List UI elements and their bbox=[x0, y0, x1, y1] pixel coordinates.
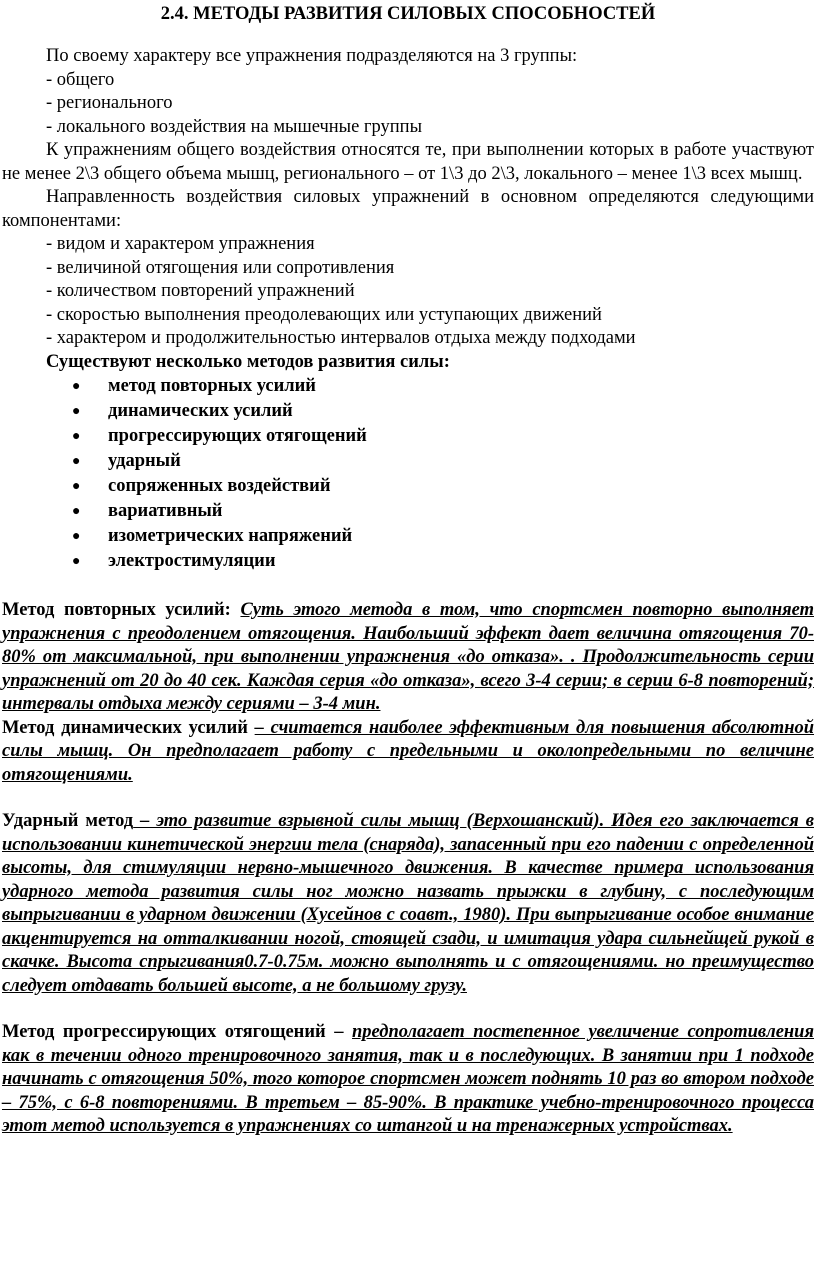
method-label: сопряженных воздействий bbox=[108, 476, 331, 496]
bullet-icon: ● bbox=[72, 479, 81, 494]
page-title: 2.4. МЕТОДЫ РАЗВИТИЯ СИЛОВЫХ СПОСОБНОСТЕЙ bbox=[160, 4, 656, 24]
method-label: вариативный bbox=[108, 501, 223, 521]
bullet-icon: ● bbox=[72, 454, 81, 469]
methods-list-item bbox=[2, 424, 814, 449]
component-item: - характером и продолжительностью интервалов отдыха между подходами bbox=[46, 328, 636, 348]
method-label: метод повторных усилий bbox=[108, 376, 316, 396]
methods-list-item bbox=[2, 399, 814, 424]
methods-heading: Существуют несколько методов развития силы: bbox=[46, 351, 450, 372]
paragraph-direction: Направленность воздействия силовых упражнений в основном определяются следующими компонентами: bbox=[2, 187, 814, 231]
method-label: динамических усилий bbox=[108, 401, 293, 421]
section-progressive-loads bbox=[2, 1021, 814, 1139]
document-page bbox=[2, 0, 814, 1139]
section-heading: Метод динамических усилий bbox=[2, 717, 255, 738]
group-item-general: - общего bbox=[46, 69, 115, 90]
method-label: изометрических напряжений bbox=[108, 526, 353, 546]
methods-list-item bbox=[2, 449, 814, 474]
method-label: прогрессирующих отягощений bbox=[108, 426, 367, 446]
paragraph-exercise-impact: К упражнениям общего воздействия относятся те, при выполнении которых в работе участвуют не менее 2\3 общего объема мышц, регионального – от 1\3 до 2\3, локального – менее 1\3 всех мышц. bbox=[2, 140, 814, 184]
methods-list-item bbox=[2, 474, 814, 499]
bullet-icon: ● bbox=[72, 554, 81, 569]
methods-list-item bbox=[2, 499, 814, 524]
bullet-icon: ● bbox=[72, 404, 81, 419]
bullet-icon: ● bbox=[72, 529, 81, 544]
methods-list-item bbox=[2, 549, 814, 574]
methods-list-item bbox=[2, 524, 814, 549]
component-item: - видом и характером упражнения bbox=[46, 234, 315, 254]
component-item: - количеством повторений упражнений bbox=[46, 281, 355, 301]
section-heading: Метод повторных усилий: bbox=[2, 600, 241, 620]
section-repeated-efforts bbox=[2, 599, 814, 717]
methods-list bbox=[2, 374, 814, 574]
group-item-local: - локального воздействия на мышечные группы bbox=[46, 116, 423, 137]
bullet-icon: ● bbox=[72, 504, 81, 519]
method-label: ударный bbox=[108, 451, 181, 471]
section-body: – это развитие взрывной силы мышц (Верхошанский). Идея его заключается в использовании кинетической энергии тела (снаряда), запасенный при его падении с определенной высоты, для стимуляции нервно-мышечного движения. В качестве примера использования ударного метода развития силы ног можно назвать прыжки в глубину, с последующим выпрыгивании в ударном движении (Хусейнов с соавт., 1980). При выпрыгивание особое внимание акцентируется на отталкивании ногой, стоящей сзади, и имитация удара сильнейщей рукой в скачке. Высота спрыгивания0.7-0.75м. можно выполнять и с отягощениями. но преимущество следует отдавать большей высоте, а не большому грузу. bbox=[2, 811, 814, 996]
section-heading: Метод прогрессирующих отягощений – bbox=[2, 1022, 353, 1042]
bullet-icon: ● bbox=[72, 379, 81, 394]
component-item: - величиной отягощения или сопротивления bbox=[46, 257, 395, 278]
group-item-regional: - регионального bbox=[46, 93, 173, 113]
methods-list-item bbox=[2, 374, 814, 399]
component-item: - скоростью выполнения преодолевающих или уступающих движений bbox=[46, 304, 602, 325]
method-label: электростимуляции bbox=[108, 551, 276, 571]
intro-line: По своему характеру все упражнения подразделяются на 3 группы: bbox=[46, 46, 578, 66]
section-body: – считается наиболее эффективным для повышения абсолютной силы мышц. Он предполагает работу с предельными и околопредельными по величине отягощениями. bbox=[2, 717, 815, 785]
section-body: Суть этого метода в том, что спортсмен повторно выполняет упражнения с преодолением отягощения. Наибольший эффект дает величина отягощения 70-80% от максимальной, при выполнении упражнения «до отказа». . Продолжительность серии упражнений от 20 до 40 сек. Каждая серия «до отказа», всего 3-4 серии; в серии 6-8 повторений; интервалы отдыха между сериями – 3-4 мин. bbox=[2, 600, 814, 714]
section-dynamic-efforts bbox=[2, 717, 814, 788]
section-shock-method bbox=[2, 810, 814, 998]
section-heading: Ударный метод bbox=[2, 811, 134, 831]
section-body: предполагает постепенное увеличение сопротивления как в течении одного тренировочного занятия, так и в последующих. В занятии при 1 подходе начинать с отягощения 50%, того которое спортсмен может поднять 10 раз во втором подходе – 75%, с 6-8 повторениями. В третьем – 85-90%. В практике учебно-тренировочного процесса этот метод используется в упражнениях со штангой и на тренажерных устройствах. bbox=[2, 1022, 814, 1136]
bullet-icon: ● bbox=[72, 429, 81, 444]
